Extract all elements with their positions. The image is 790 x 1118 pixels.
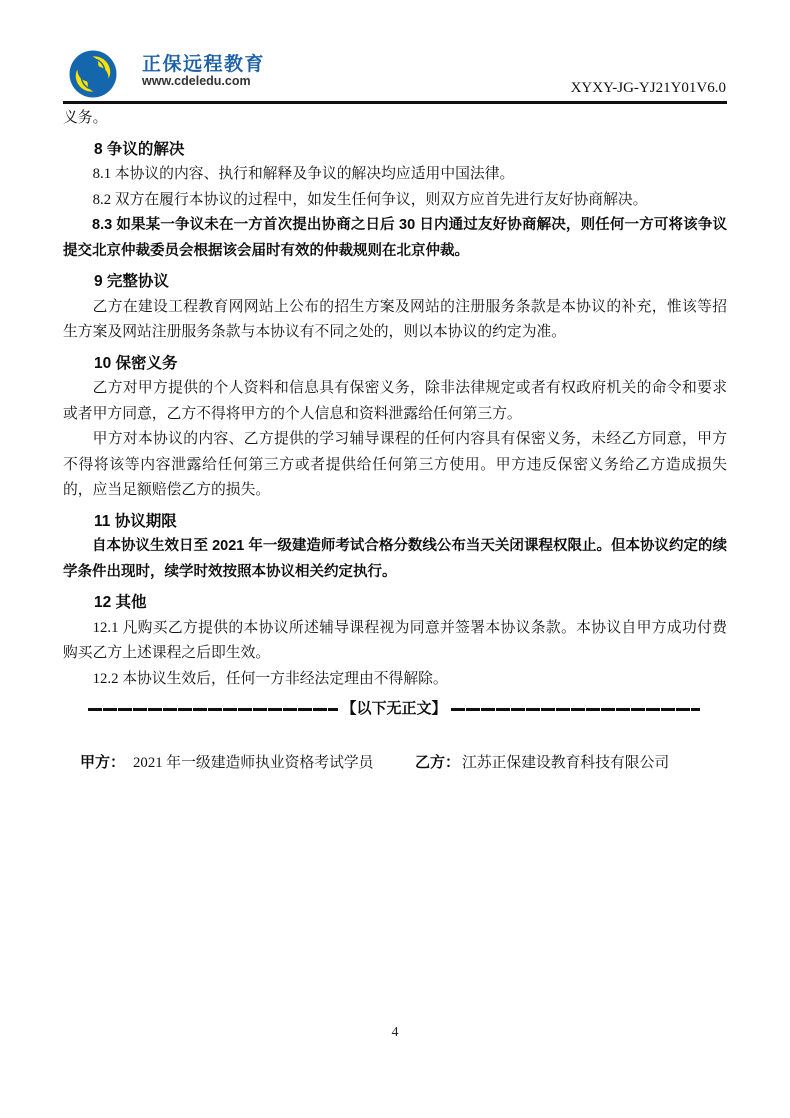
end-of-text-label: 【以下无正文】 <box>341 700 447 717</box>
dash-line-right <box>451 708 701 711</box>
clause-12-2: 12.2 本协议生效后，任何一方非经法定理由不得解除。 <box>92 670 448 687</box>
clause-10-para-2: 甲方对本协议的内容、乙方提供的学习辅导课程的任何内容具有保密义务，未经乙方同意，甲方不得将该等内容泄露给任何第三方或者提供给任何第三方使用。甲方违反保密义务给乙方造成损失的，应当足额赔偿乙方的损失。 <box>63 431 727 498</box>
section-12-heading: 12 其他 <box>94 594 147 611</box>
signature-parties <box>63 750 727 777</box>
end-of-text-marker <box>88 701 700 717</box>
dash-line-left <box>88 708 338 711</box>
page-header <box>63 0 727 104</box>
document-code: XYXY-JG-YJ21Y01V6.0 <box>570 80 726 96</box>
clause-8-1: 8.1 本协议的内容、执行和解释及争议的解决均应适用中国法律。 <box>92 166 515 182</box>
clause-9-body: 乙方在建设工程教育网网站上公布的招生方案及网站的注册服务条款是本协议的补充，惟该等招生方案及网站注册服务条款与本协议有不同之处的，则以本协议的约定为准。 <box>63 298 727 340</box>
clause-12-1: 12.1 凡购买乙方提供的本协议所述辅导课程视为同意并签署本协议条款。本协议自甲方成功付费购买乙方上述课程之后即生效。 <box>63 619 727 661</box>
section-10-heading: 10 保密义务 <box>94 354 178 372</box>
party-a-label: 甲方： <box>80 754 126 771</box>
brand-url: www.cdeledu.com <box>142 74 251 88</box>
page-number: 4 <box>391 1025 399 1040</box>
clause-8-2: 8.2 双方在履行本协议的过程中，如发生任何争议，则双方应首先进行友好协商解决。 <box>92 191 648 208</box>
party-b-label: 乙方： <box>415 754 461 771</box>
clause-11-body: 自本协议生效日至 2021 年一级建造师考试合格分数线公布当天关闭课程权限止。但本协议约定的续学条件出现时，续学时效按照本协议相关约定执行。 <box>63 538 727 580</box>
section-9-heading: 9 完整协议 <box>94 273 169 290</box>
section-11-heading: 11 协议期限 <box>94 512 177 530</box>
party-b-value: 江苏正保建设教育科技有限公司 <box>462 755 670 771</box>
clause-10-para-1: 乙方对甲方提供的个人资料和信息具有保密义务，除非法律规定或者有权政府机关的命令和要求或者甲方同意，乙方不得将甲方的个人信息和资料泄露给任何第三方。 <box>63 380 727 422</box>
continuation-line: 义务。 <box>63 110 108 126</box>
party-a <box>80 750 415 777</box>
brand-name: 正保远程教育 <box>142 54 266 75</box>
party-b <box>415 750 669 777</box>
section-8-heading: 8 争议的解决 <box>94 140 185 158</box>
brand-logo-icon <box>69 50 117 98</box>
party-a-value: 2021 年一级建造师执业资格考试学员 <box>133 755 374 771</box>
document-body <box>63 106 727 777</box>
clause-8-3: 8.3 如果某一争议未在一方首次提出协商之日后 30 日内通过友好协商解决，则任何一方可将该争议提交北京仲裁委员会根据该会届时有效的仲裁规则在北京仲裁。 <box>63 217 727 259</box>
